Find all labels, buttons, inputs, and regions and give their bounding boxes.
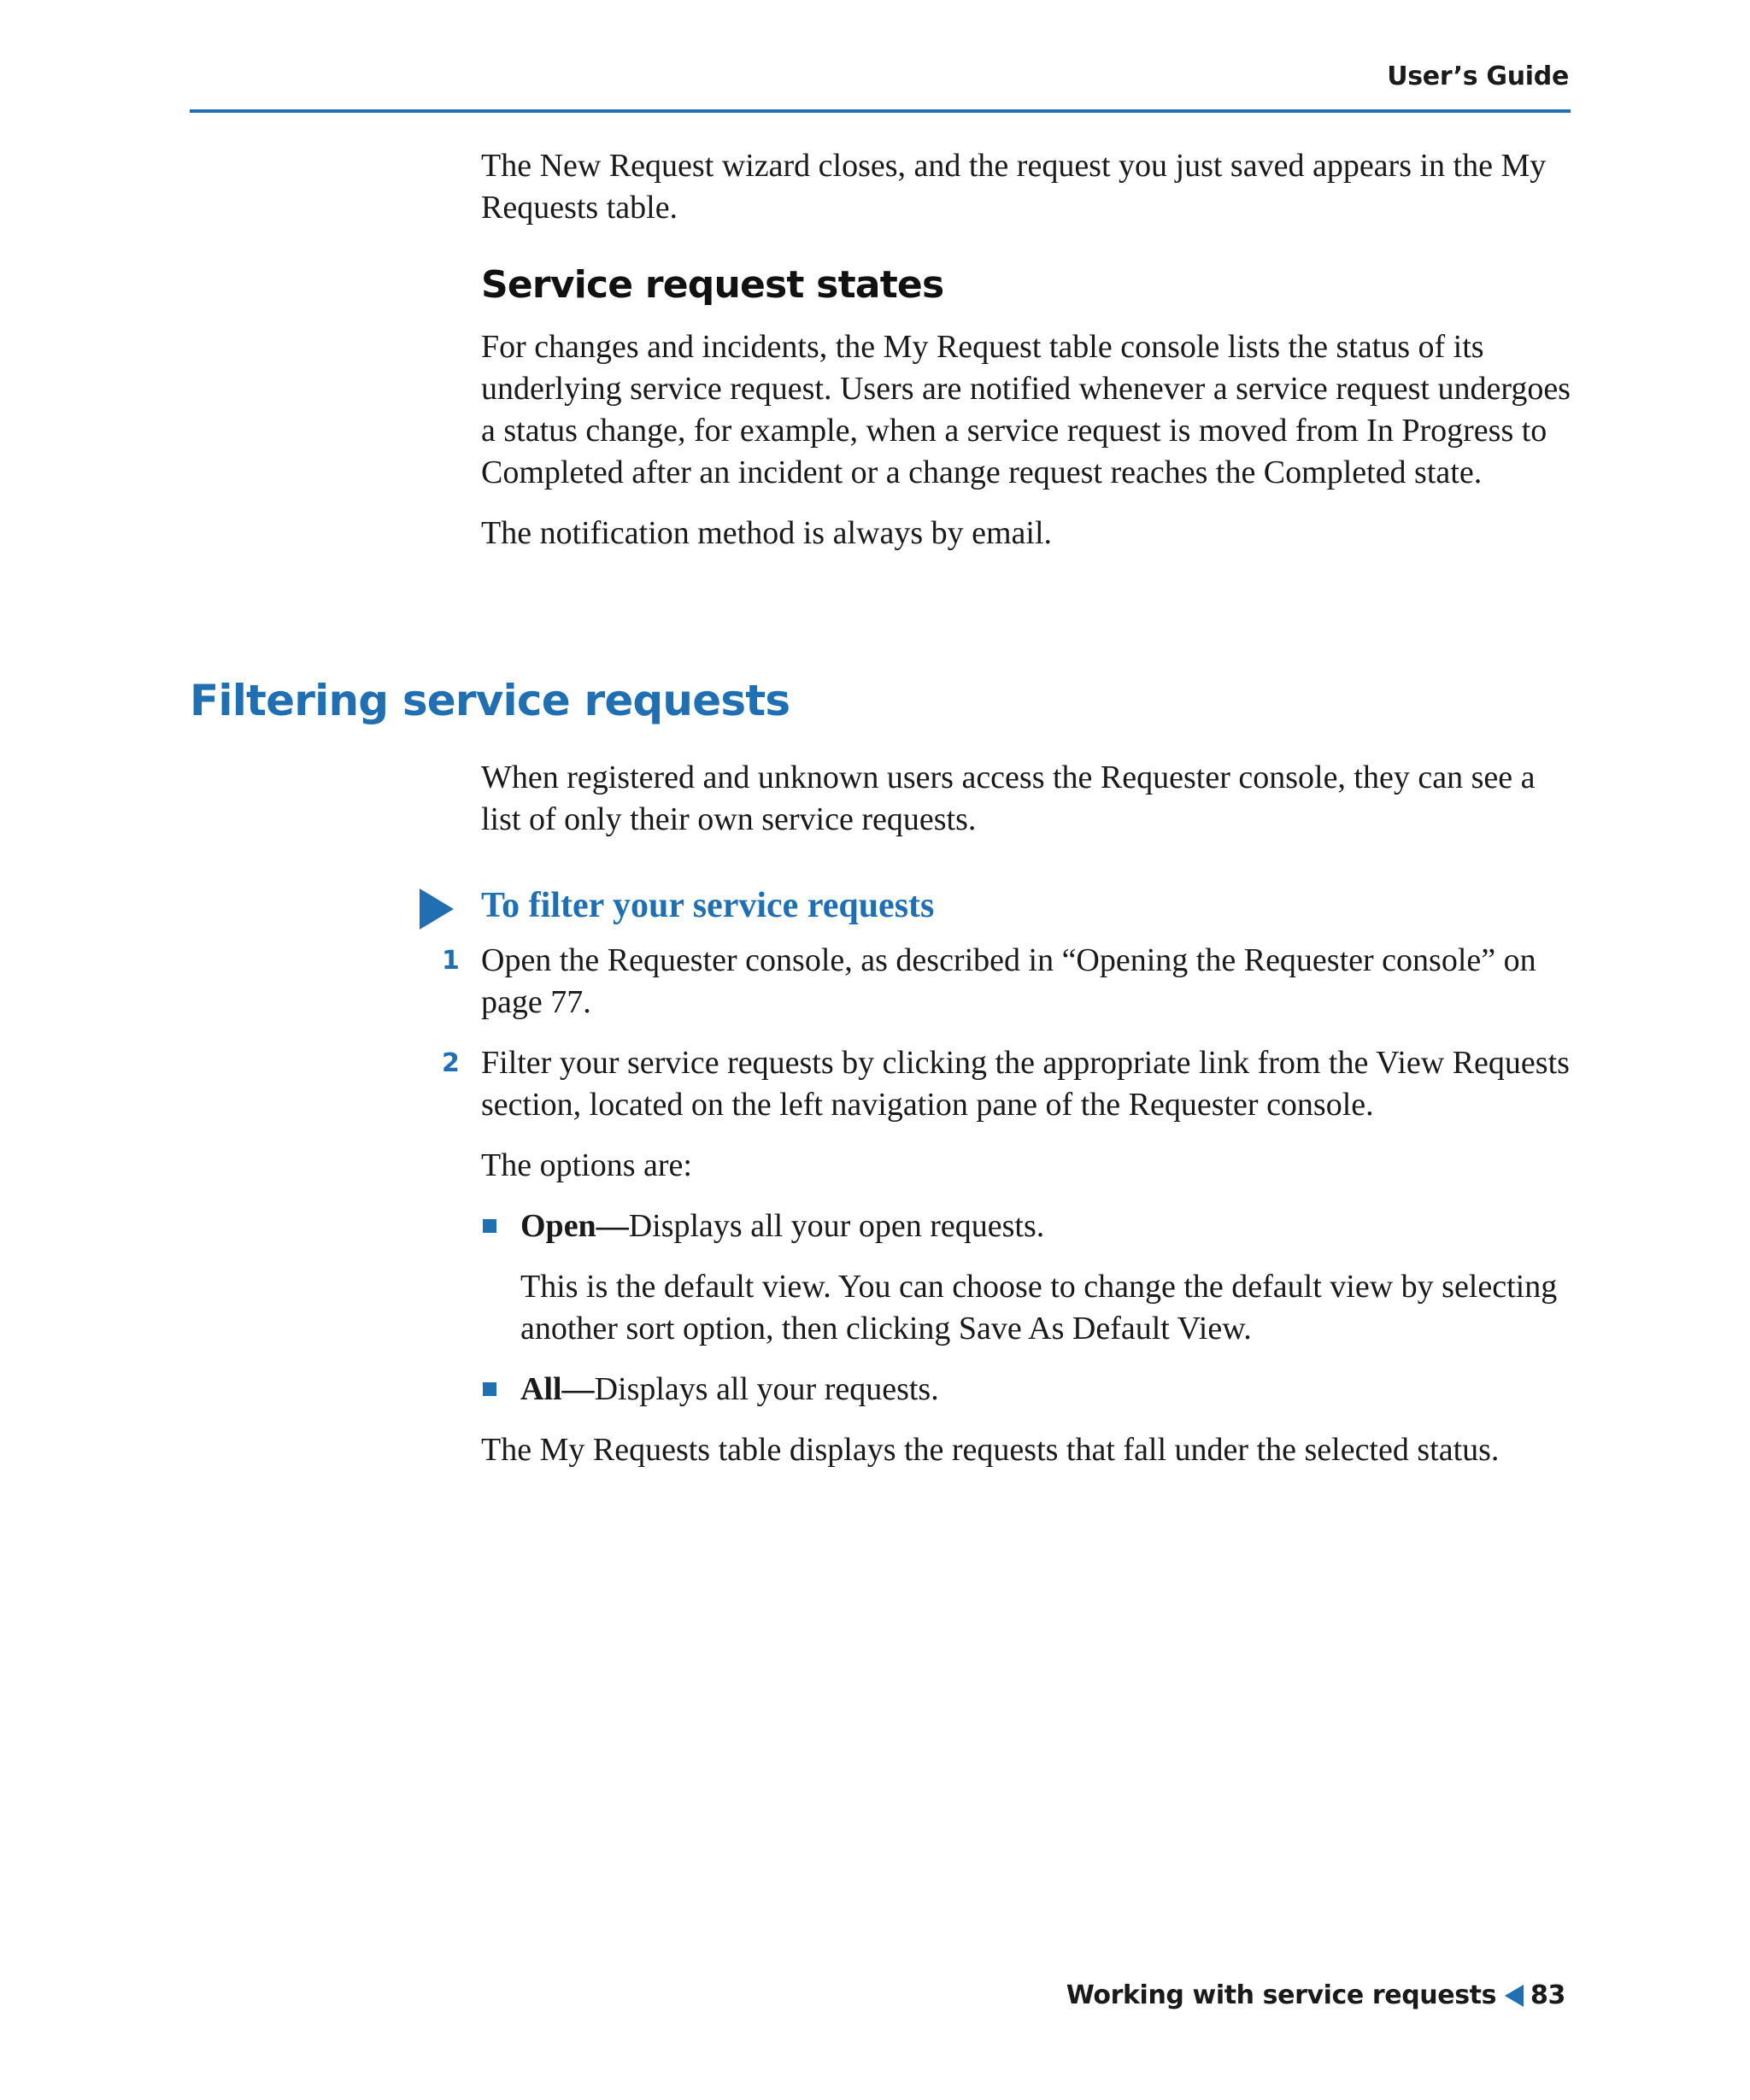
service-states-paragraph: For changes and incidents, the My Request table console lists the status of its underlying service request. Users are notified whenever a service request undergoes a status change, for example, when a service request is moved from In Progress to Completed after an incident or a change request reaches the Completed state. bbox=[481, 329, 1571, 490]
step-item bbox=[442, 940, 1575, 1024]
options-intro: The options are: bbox=[481, 1147, 692, 1183]
procedure-heading-text: To filter your service requests bbox=[481, 886, 935, 925]
header-label: User’s Guide bbox=[1387, 62, 1569, 91]
step-text: Filter your service requests by clicking the appropriate link from the View Requests section, located on the left navigation pane of the Requester console. bbox=[481, 1045, 1570, 1123]
page-footer bbox=[1066, 1980, 1565, 2010]
filtering-content bbox=[442, 757, 1575, 1490]
top-content bbox=[481, 145, 1575, 573]
step-number: 2 bbox=[442, 1048, 460, 1078]
option-item-open bbox=[520, 1205, 1575, 1247]
closing-paragraph: The My Requests table displays the requests that fall under the selected status. bbox=[481, 1432, 1500, 1468]
procedure-arrow-icon bbox=[420, 889, 454, 930]
option-description: Displays all your requests. bbox=[594, 1371, 939, 1407]
option-item-all bbox=[520, 1369, 1575, 1411]
procedure-heading bbox=[481, 882, 1575, 930]
step-number: 1 bbox=[442, 946, 460, 976]
option-term: Open— bbox=[520, 1208, 629, 1244]
step-text: Open the Requester console, as described in “Opening the Requester console” on page 77. bbox=[481, 942, 1536, 1020]
square-bullet-icon bbox=[483, 1219, 496, 1233]
page-number: 83 bbox=[1530, 1980, 1565, 2010]
left-arrow-icon bbox=[1505, 1985, 1524, 2007]
intro-paragraph: The New Request wizard closes, and the request you just saved appears in the My Requests table. bbox=[481, 148, 1547, 226]
option-description: Displays all your open requests. bbox=[628, 1208, 1045, 1244]
service-states-heading: Service request states bbox=[481, 263, 944, 307]
open-option-note: This is the default view. You can choose to change the default view by selecting another sort option, then clicking Save As Default View. bbox=[520, 1269, 1558, 1346]
footer-section-title: Working with service requests bbox=[1066, 1980, 1497, 2010]
square-bullet-icon bbox=[483, 1382, 496, 1396]
step-item bbox=[442, 1042, 1575, 1126]
notification-paragraph: The notification method is always by email. bbox=[481, 515, 1053, 551]
option-term: All— bbox=[520, 1371, 595, 1407]
header-rule bbox=[190, 109, 1571, 113]
filtering-heading: Filtering service requests bbox=[190, 676, 790, 725]
filtering-intro-paragraph: When registered and unknown users access the Requester console, they can see a list of only their own service requests. bbox=[481, 760, 1536, 837]
